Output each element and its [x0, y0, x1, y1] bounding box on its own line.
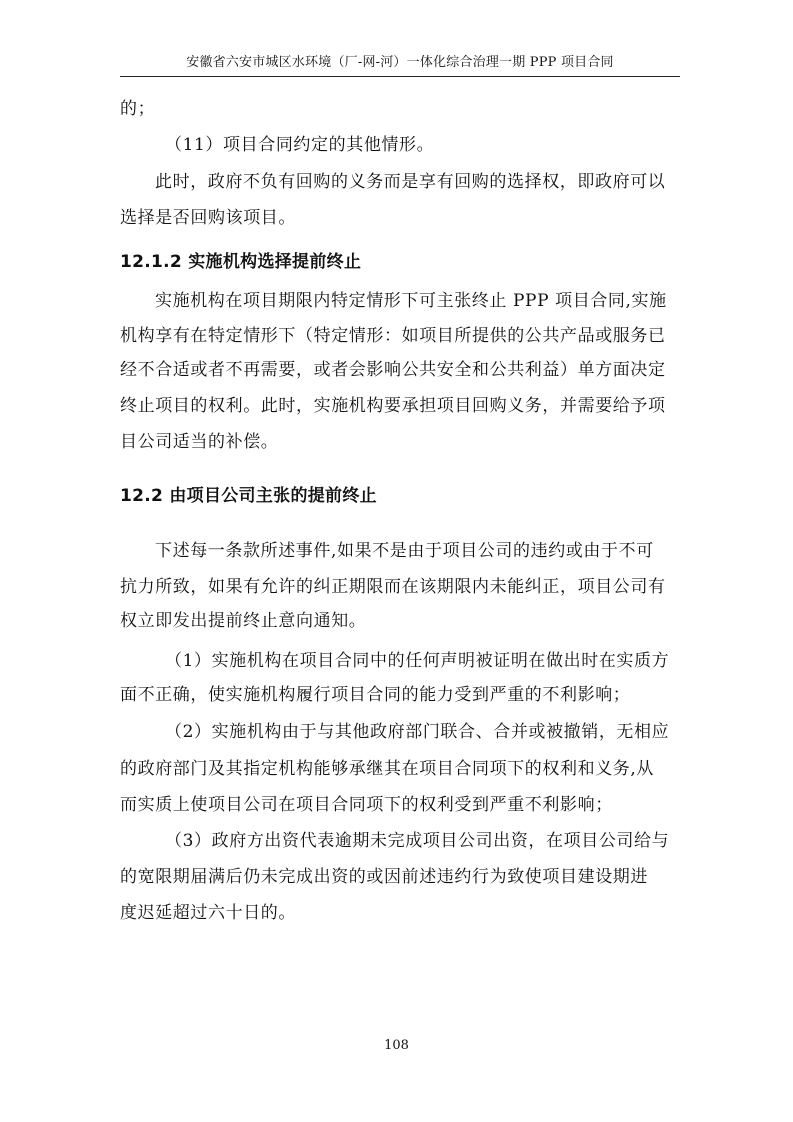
body-line: 经不合适或者不再需要，或者会影响公共安全和公共利益）单方面决定 [120, 360, 666, 380]
body-line: 机构享有在特定情形下（特定情形：如项目所提供的公共产品或服务已 [120, 326, 666, 346]
body-line: 的； [120, 99, 156, 119]
body-line: 终止项目的权利。此时，实施机构要承担项目回购义务，并需要给予项 [120, 396, 666, 416]
body-line: 实施机构在项目期限内特定情形下可主张终止 PPP 项目合同,实施 [155, 291, 667, 311]
body-line: 下述每一条款所述事件,如果不是由于项目公司的违约或由于不可 [155, 541, 654, 561]
body-line: 目公司适当的补偿。 [120, 432, 279, 452]
body-line: 此时，政府不负有回购的义务而是享有回购的选择权，即政府可以 [155, 172, 666, 192]
body-line: 的宽限期届满后仍未完成出资的或因前述违约行为致使项目建设期进 [120, 867, 648, 887]
running-header: 安徽省六安市城区水环境（厂-网-河）一体化综合治理一期 PPP 项目合同 [186, 55, 614, 70]
body-line: （3）政府方出资代表逾期未完成项目公司出资，在项目公司给与 [165, 831, 670, 851]
header-divider [120, 76, 680, 77]
section-heading: 12.1.2 实施机构选择提前终止 [120, 252, 362, 272]
body-line: 而实质上使项目公司在项目合同项下的权利受到严重不利影响； [120, 795, 613, 815]
body-line: （11）项目合同约定的其他情形。 [165, 135, 435, 155]
page-number: 108 [384, 1038, 409, 1053]
body-line: 选择是否回购该项目。 [120, 208, 296, 228]
body-line: 的政府部门及其指定机构能够承继其在项目合同项下的权利和义务,从 [120, 759, 655, 779]
section-heading: 12.2 由项目公司主张的提前终止 [120, 486, 377, 506]
body-line: 度迟延超过六十日的。 [120, 903, 296, 923]
body-line: 权立即发出提前终止意向通知。 [120, 611, 367, 631]
body-line: 面不正确，使实施机构履行项目合同的能力受到严重的不利影响； [120, 685, 631, 705]
body-line: （2）实施机构由于与其他政府部门联合、合并或被撤销，无相应 [165, 722, 670, 742]
body-line: 抗力所致，如果有允许的纠正期限而在该期限内未能纠正，项目公司有 [120, 577, 666, 597]
body-line: （1）实施机构在项目合同中的任何声明被证明在做出时在实质方 [165, 651, 670, 671]
